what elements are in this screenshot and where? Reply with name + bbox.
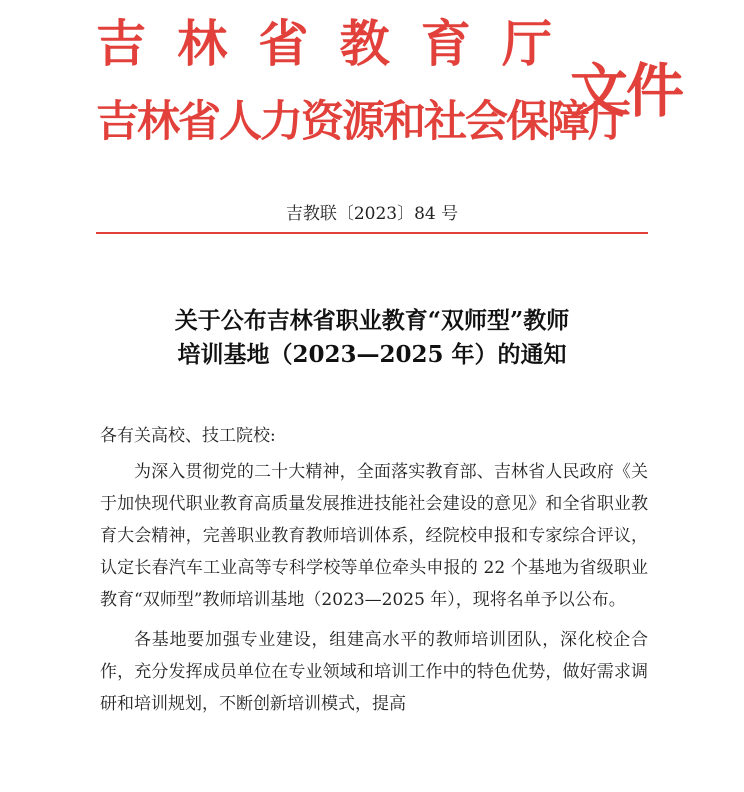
document-type-label: 文件 [570,57,683,125]
document-body [100,456,648,728]
org-char: 省 [258,14,309,73]
header-divider [96,232,648,234]
document-title [80,304,664,372]
salutation: 各有关高校、技工院校: [100,426,276,446]
org-char: 育 [420,14,471,73]
title-line-2: 培训基地（2023—2025 年）的通知 [177,341,567,368]
issuing-org-line-2: 吉林省人力资源和社会保障厅 [96,97,629,147]
title-line-1: 关于公布吉林省职业教育“双师型”教师 [174,307,570,334]
org-char: 厅 [501,14,552,73]
body-paragraph: 各基地要加强专业建设，组建高水平的教师培训团队，深化校企合作，充分发挥成员单位在专业领域和培训工作中的特色优势，做好需求调研和培训规划，不断创新培训模式，提高 [100,630,648,714]
org-char: 教 [339,14,390,73]
org-char: 吉 [96,14,146,73]
document-header [96,14,683,164]
document-number: 吉教联〔2023〕84 号 [285,204,459,224]
org-char: 林 [177,14,228,73]
issuing-org-line-1 [96,14,552,74]
body-paragraph: 为深入贯彻党的二十大精神，全面落实教育部、吉林省人民政府《关于加快现代职业教育高质量发展推进技能社会建设的意见》和全省职业教育大会精神，完善职业教育教师培训体系，经院校申报和专家综合评议，认定长春汽车工业高等专科学校等单位牵头申报的 22 个基地为省级职业教育“双师型”教师培训基地（2023—2025 年），现将名单予以公布。 [100,462,648,610]
